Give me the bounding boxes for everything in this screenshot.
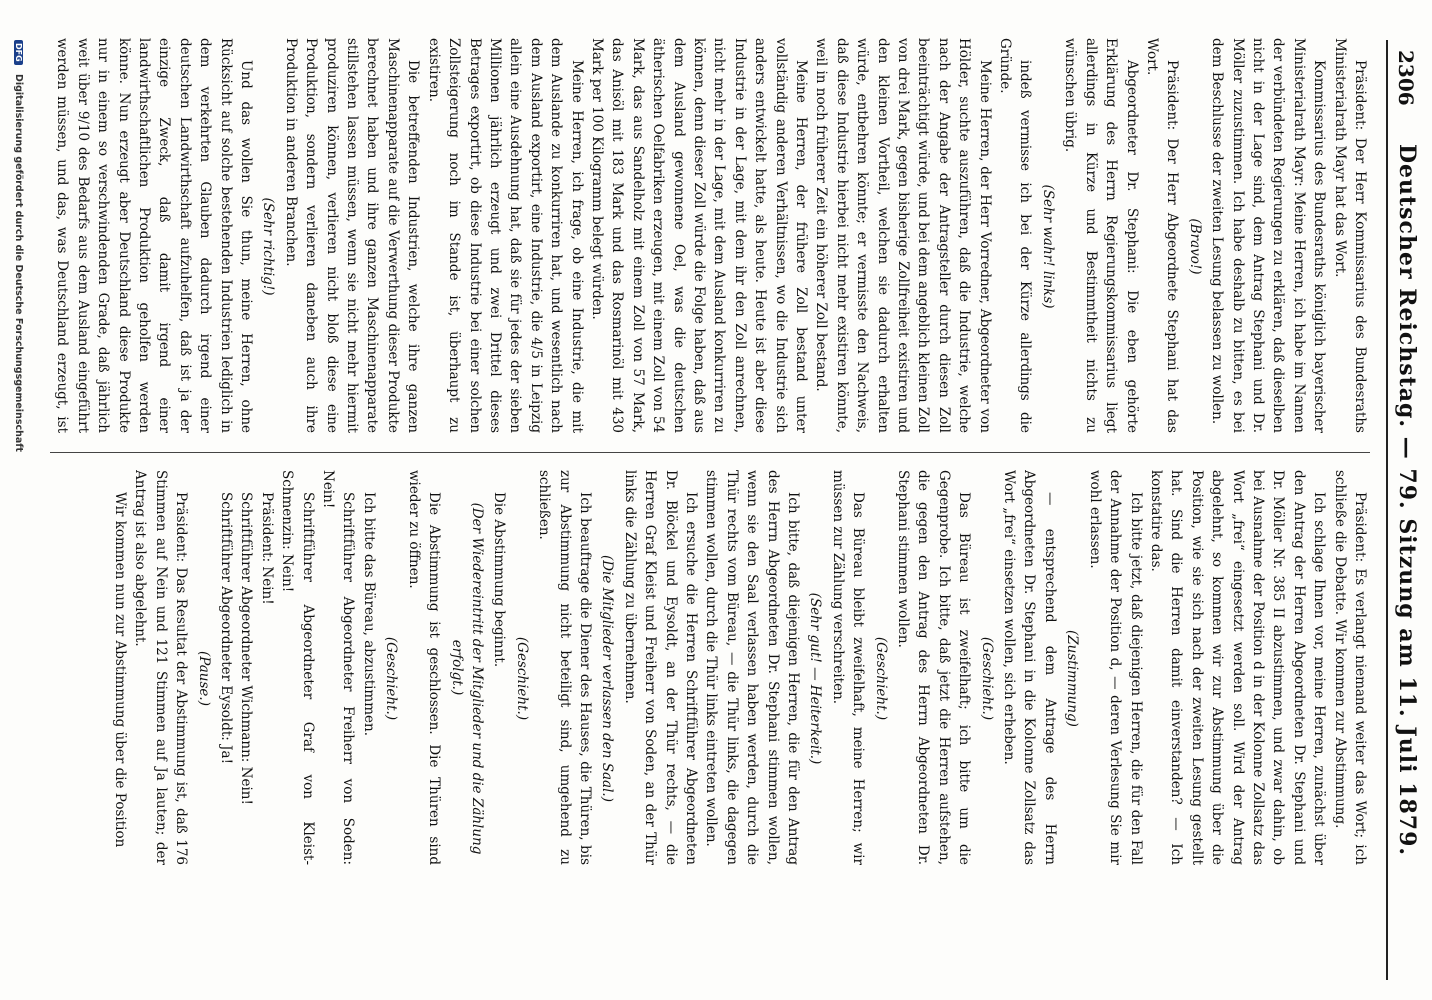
stage-direction: (Sehr gut! — Heiterkeit.) bbox=[807, 592, 824, 765]
stage-direction: (Pause.) bbox=[195, 651, 212, 706]
left-column bbox=[50, 38, 1370, 433]
credit-text: Digitalisierung gefördert durch die Deutsche Forschungsgemeinschaft bbox=[13, 73, 24, 452]
column-divider bbox=[50, 452, 1370, 453]
stage-direction: (Geschieht.) bbox=[513, 636, 530, 721]
page-title: Deutscher Reichstag. — 79. Sitzung am 11. Juli 1879. bbox=[1394, 143, 1420, 857]
paragraph: Meine Herren, der frühere Zoll bestand unter vollständig anderen Verhältnissen, wo die Industrie sich anders entwickelt hatte, als heute. Heute ist aber diese Industrie in der Lage, mit dem ihr den Zoll anrechnen, nicht mehr in der Lage, mit dem Ausland konkurriren zu können, denn dieser Zoll würde die Folge haben, daß aus dem Ausland gewonnene Oel, was die deutschen ätherischen Oelfabriken erzeugen, mit einem Zoll von 54 Mark, das aus Sandelholz mit einem Zoll von 57 Mark, das Anisöl mit 183 Mark und das Rosmarinöl mit 430 Mark per 100 Kilogramm belegt würden. bbox=[588, 38, 810, 433]
stage-direction: (Sehr wahr! links) bbox=[1039, 184, 1056, 309]
paragraph: Schriftführer Abgeordneter Eysoldt: Ja! bbox=[218, 492, 235, 765]
paragraph: Meine Herren, der Herr Vorredner, Abgeordneter von Hölder, suchte auszuführen, daß die Industrie, welche nach der Angabe der Antragsteller durch diesen Zoll beeinträchtigt würde, und bei dem angeblich kleinen Zoll von drei Mark, gegen bisherige Zollfreiheit existiren und den kleinen Vortheil, welchen sie dadurch erhalten würde, entbehren könnte; er vermisste den Nachweis, daß diese Industrie hierbei nicht mehr existiren könnte, weil in noch früherer Zeit ein höherer Zoll bestand. bbox=[813, 38, 993, 433]
paragraph: Präsident: Der Herr Abgeordnete Stephani hat das Wort. bbox=[1143, 38, 1181, 433]
digitization-credit bbox=[4, 40, 24, 980]
page-number: 2306 bbox=[1394, 50, 1418, 106]
paragraph: Schriftführer Abgeordneter Wichmann: Nein! bbox=[238, 492, 255, 805]
paragraph: Ich ersuche die Herren Schriftführer Abgeordneten Dr. Blöckel und Eysoldt, an der Thür rechts, — die Herren Graf Kleist und Freiherr von Soden, an der Thür links die Zählung zu übernehmen. bbox=[621, 470, 699, 865]
stage-direction: (Sehr richtig!) bbox=[260, 197, 277, 296]
paragraph: Schriftführer Abgeordneter Graf von Kleist-Schmenzin: Nein! bbox=[279, 470, 316, 865]
stage-direction: (Geschieht.) bbox=[872, 636, 889, 721]
stage-direction: (Die Mitglieder verlassen den Saal.) bbox=[599, 554, 616, 802]
paragraph: Ich bitte, daß diejenigen Herren, die für den Antrag des Herrn Abgeordneten Dr. Stephani stimmen wollen, wenn sie den Saal verlassen haben werden, durch die Thür rechts vom Büreau, — die Thür links, die dagegen stimmen wollen, durch die Thür links eintreten wollen. bbox=[703, 470, 802, 865]
header-rule bbox=[1386, 40, 1388, 980]
paragraph: — entsprechend dem Antrage des Herrn Abgeordneten Dr. Stephani in die Kolonne Zollsatz das Wort „frei“ einsetzen wollen, sich erheben. bbox=[1001, 470, 1058, 865]
paragraph: Schriftführer Abgeordneter Freiherr von Soden: Nein! bbox=[320, 470, 357, 865]
paragraph: Die Abstimmung ist geschlossen. Die Thüren sind wieder zu öffnen. bbox=[405, 470, 443, 865]
paragraph: Präsident: Der Herr Kommissarius des Bundesraths Ministerialrath Mayr hat das Wort. bbox=[1331, 38, 1368, 433]
page-header bbox=[1384, 0, 1432, 1000]
stage-direction: (Geschieht.) bbox=[383, 636, 400, 721]
paragraph: Und das wollen Sie thun, meine Herren, ohne Rücksicht auf solche bestehenden Industrien lediglich in dem verkehrten Glauben dadurch irgend einer deutschen Landwirthschaft aufzuhelfen, daß ist ja der einzige Zweck, daß damit irgend einer landwirthschaftlichen Produktion geholfen werden könne. Nun erzeugt aber Deutschland diese Produkte nur in einem so verschwindenden Grade, daß jährlich weit über 9/10 des Bedarfs aus dem Ausland eingeführt werden müssen, und das, was Deutschland erzeugt, ist bbox=[54, 38, 255, 433]
paragraph: Kommissarius des Bundesraths königlich bayerischer Ministerialrath Mayr: Meine Herren, ich habe im Namen der verbündeten Regierungen zu erklären, daß dieselben nicht in der Lage sind, dem Antrag Stephani und Dr. Möller zuzustimmen. Ich habe deshalb zu bitten, es bei dem Beschlusse der zweiten Lesung belassen zu wollen. bbox=[1209, 38, 1328, 433]
stage-direction: (Bravo!) bbox=[1186, 218, 1203, 275]
paragraph: Ich schlage Ihnen vor, meine Herren, zunächst über den Antrag der Herren Abgeordneten Dr. Stephani und Dr. Möller Nr. 385 II abzustimmen, und zwar dahin, ob bei Ausnahme der Position d in der Kolonne Zollsatz das Wort „frei“ eingesetzt werden soll. Wird der Antrag abgelehnt, so kommen wir zur Abstimmung über die Position, wie sie sich nach der zweiten Lesung gestellt hat. Sind die Herren damit einverstanden? — Ich konstatire das. bbox=[1147, 470, 1328, 865]
paragraph: Wir kommen nun zur Abstimmung über die Position bbox=[112, 492, 129, 848]
dfg-logo: DFG bbox=[14, 40, 23, 65]
paragraph: Das Büreau bleibt zweifelhaft, meine Herren; wir müssen zur Zählung verschreiten. bbox=[829, 470, 867, 865]
stage-direction: (Zustimmung) bbox=[1064, 630, 1081, 727]
right-column bbox=[50, 470, 1370, 865]
paragraph: indeß vermisse ich bei der Kürze allerdings die Gründe. bbox=[997, 38, 1034, 433]
paragraph: Präsident: Es verlangt niemand weiter das Wort; ich schließe die Debatte. Wir kommen zur Abstimmung. bbox=[1331, 470, 1368, 865]
paragraph: Ich beauftrage die Diener des Hauses, die Thüren, bis zur Abstimmung nicht beteiligt sind, umgehend zu schließen. bbox=[536, 470, 593, 865]
stage-direction: (Geschieht.) bbox=[978, 636, 995, 721]
paragraph: Abgeordneter Dr. Stephani: Die eben gehörte Erklärung des Herrn Regierungskommissarius liegt allerdings in Kürze und Bestimmtheit nichts zu wünschen übrig. bbox=[1062, 38, 1140, 433]
paragraph: Präsident: Nein! bbox=[258, 492, 275, 605]
paragraph: Ich bitte das Büreau, abzustimmen. bbox=[360, 492, 377, 737]
paragraph: Meine Herren, ich frage, ob eine Industrie, die mit dem Auslande zu konkurriren hat, und wesentlich nach dem Ausland exportirt, eine Industrie, die 4/5 in Leipzig allein eine Ausdehnung hat, daß sie für jedes der sieben Millionen jährlich erzeugt und zwei Drittel dieses Betrages exportirt, ob diese Industrie bei einer solchen Zollsteigerung noch im Stande ist, überhaupt zu existiren. bbox=[425, 38, 585, 433]
paragraph: Das Büreau ist zweifelhaft; ich bitte um die Gegenprobe. Ich bitte, daß jetzt die Herren aufstehen, die gegen den Antrag des Herrn Abgeordneten Dr. Stephani stimmen wollen. bbox=[895, 470, 973, 865]
paragraph: Die betreffenden Industrien, welche ihre ganzen Maschinenapparate auf die Verwerthung dieser Produkte berechnet haben und ihre ganzen Maschinenapparate stillstehen lassen müssen, wenn sie nicht mehr hiermit produziren können, verlieren nicht bloß diese eine Produktion, sondern verlieren daneben auch ihre Produktion in anderen Branchen. bbox=[282, 38, 422, 433]
stage-direction: (Der Wiedereintritt der Mitglieder und die Zählung erfolgt.) bbox=[448, 502, 485, 855]
paragraph: Präsident: Das Resultat der Abstimmung ist, daß 176 Stimmen auf Nein und 121 Stimmen auf Ja lauten; der Antrag ist also abgelehnt. bbox=[132, 470, 190, 865]
paragraph: Ich bitte jetzt, daß diejenigen Herren, die für den Fall der Annahme der Position d, — deren Verlesung Sie mir wohl erlassen. bbox=[1086, 470, 1144, 865]
paragraph: Die Abstimmung beginnt. bbox=[491, 492, 508, 668]
